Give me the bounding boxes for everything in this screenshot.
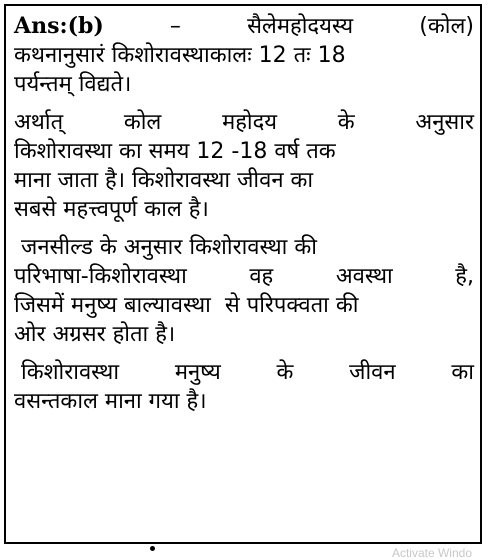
word: के	[276, 360, 294, 385]
word: वह	[249, 264, 274, 289]
spring-line-2: वसन्तकाल माना गया है।	[14, 389, 207, 414]
word: जीवन	[349, 360, 396, 385]
jersild-line-2	[14, 262, 474, 291]
jersild-line-3: जिसमें मनुष्य बाल्यावस्था से परिपक्वता की	[14, 293, 359, 318]
word: अर्थात्	[14, 110, 64, 135]
word: अवस्था	[335, 264, 393, 289]
answer-text: कथनानुसारं किशोरावस्थाकालः 12 तः 18	[14, 43, 346, 68]
answer-text-line	[14, 41, 474, 70]
word: परिभाषा-किशोरावस्था	[14, 264, 187, 289]
jersild-line-1: जनसील्ड के अनुसार किशोरावस्था की	[14, 235, 317, 260]
jersild-paragraph	[14, 233, 474, 349]
answer-text-line: पर्यन्तम् विद्यते।	[14, 72, 132, 97]
spring-line-1	[14, 358, 474, 387]
word: कोल	[123, 110, 162, 135]
word: का	[451, 360, 474, 385]
decorative-dot	[150, 546, 155, 551]
answer-text-word: सैलेमहोदयस्य	[247, 14, 354, 39]
jersild-line-4: ओर अग्रसर होता है।	[14, 322, 176, 347]
kol-line-4: सबसे महत्त्वपूर्ण काल है।	[14, 197, 209, 222]
answer-text-word: (कोल)	[419, 14, 474, 39]
word: किशोरावस्था	[14, 360, 120, 385]
kol-line-2: किशोरावस्था का समय 12 -18 वर्ष तक	[14, 139, 336, 164]
kol-line-1	[14, 108, 474, 137]
kol-line-3: माना जाता है। किशोरावस्था जीवन का	[14, 168, 314, 193]
word: है,	[455, 264, 474, 289]
spring-paragraph	[14, 358, 474, 416]
activation-watermark: Activate Windo	[391, 546, 472, 560]
word: मनुष्य	[174, 360, 221, 385]
answer-paragraph	[14, 12, 474, 99]
answer-label: Ans:(b)	[14, 13, 104, 39]
word: महोदय	[222, 110, 278, 135]
answer-box	[4, 4, 482, 544]
kol-paragraph	[14, 108, 474, 224]
word: के	[337, 110, 355, 135]
answer-dash: –	[169, 14, 181, 39]
word: अनुसार	[415, 110, 474, 135]
answer-first-line	[14, 12, 474, 41]
